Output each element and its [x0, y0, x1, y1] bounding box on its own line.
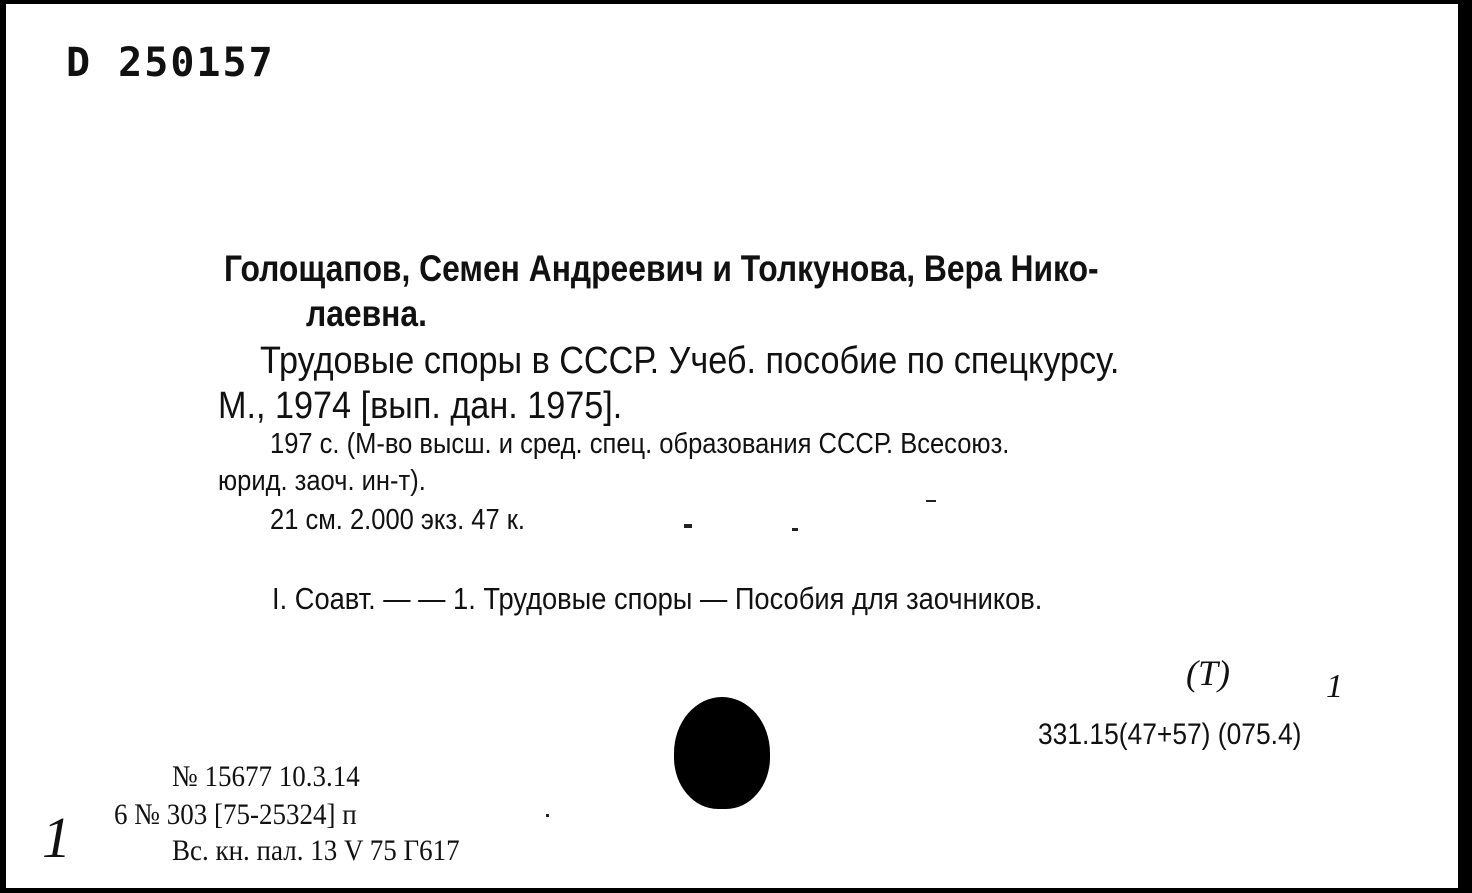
description-line3: 21 см. 2.000 экз. 47 к.: [270, 504, 526, 536]
title-line2: М., 1974 [вып. дан. 1975].: [218, 385, 623, 427]
call-number: D 250157: [66, 40, 275, 86]
ink-speck: [926, 500, 936, 502]
tracings: I. Соавт. — — 1. Трудовые споры — Пособия для заочников.: [272, 581, 1043, 616]
author-heading-line2: лаевна.: [306, 293, 427, 334]
printing-line3: Вс. кн. пал. 13 V 75 Г617: [172, 834, 460, 867]
ink-speck: [684, 524, 692, 528]
title-line1: Трудовые споры в СССР. Учеб. пособие по спецкурсу.: [260, 340, 1120, 382]
description-line2: юрид. заоч. ин-т).: [218, 465, 426, 497]
ink-speck: [546, 814, 549, 817]
handwritten-annotation-top: (Т): [1186, 653, 1230, 693]
handwritten-annotation-number: 1: [1326, 668, 1343, 705]
punch-hole: [674, 697, 770, 809]
author-heading-line1: Голощапов, Семен Андреевич и Толкунова, Вера Нико-: [224, 248, 1099, 289]
catalog-card: [6, 4, 1458, 888]
printing-line2: 6 № 303 [75-25324] п: [114, 798, 357, 831]
classification-index: 331.15(47+57) (075.4): [1038, 718, 1302, 751]
description-line1: 197 с. (М-во высш. и сред. спец. образования СССР. Всесоюз.: [270, 428, 1010, 460]
ink-speck: [792, 528, 798, 531]
printing-line1: № 15677 10.3.14: [172, 760, 360, 793]
handwritten-corner-mark: 1: [42, 805, 71, 870]
